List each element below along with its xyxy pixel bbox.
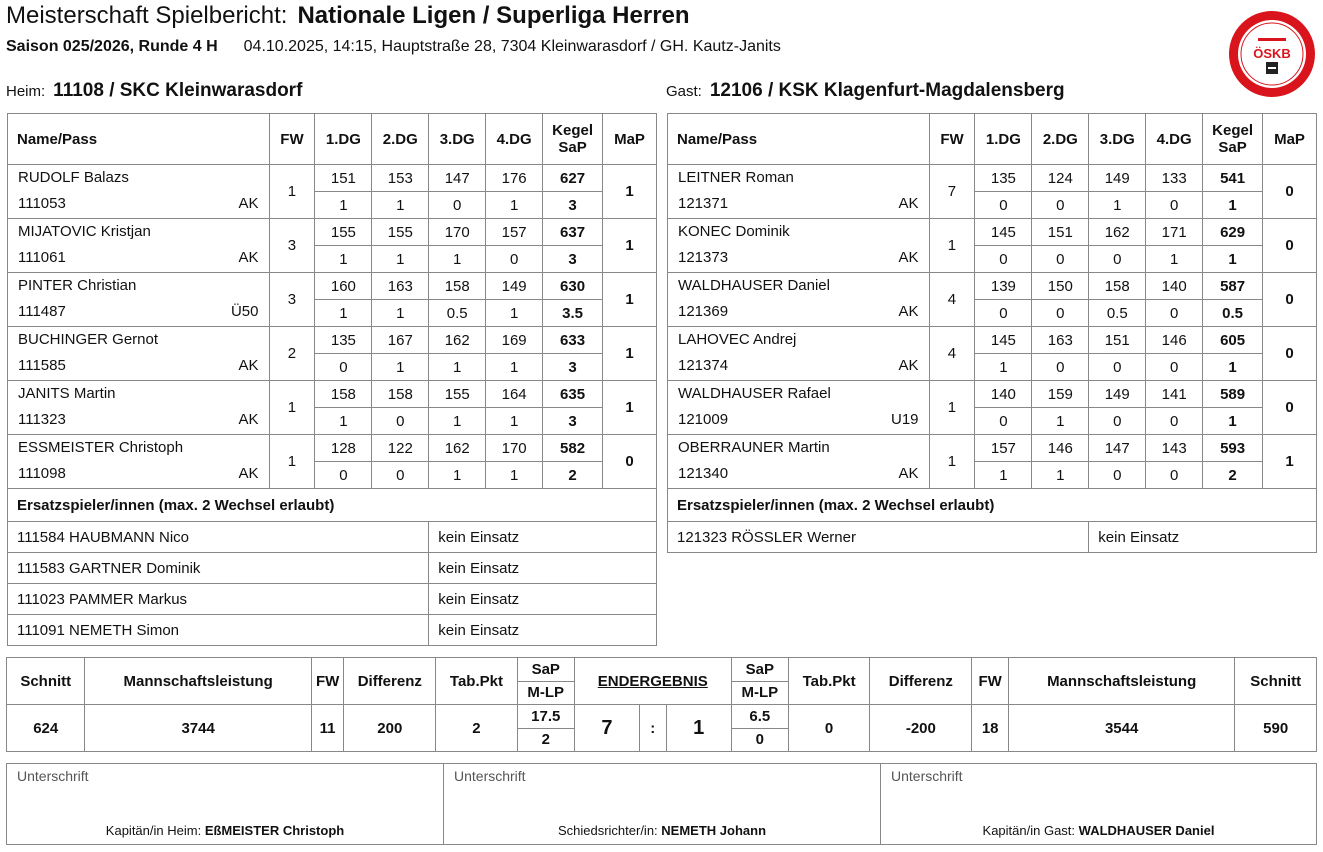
player-pass-number: 121009: [678, 411, 729, 428]
player-fw: 1: [929, 435, 975, 489]
substitute-name: 111091 NEMETH Simon: [8, 615, 429, 646]
player-name: LAHOVEC Andrej: [678, 331, 797, 348]
player-sap-total: 1: [1203, 192, 1263, 219]
player-sap-total: 2: [1203, 462, 1263, 489]
player-sap-dg4: 0: [1146, 300, 1203, 327]
player-kegel-dg1: 145: [975, 327, 1032, 354]
player-kegel-total: 587: [1203, 273, 1263, 300]
substitute-name: 111023 PAMMER Markus: [8, 584, 429, 615]
col-header-fw: FW: [929, 114, 975, 165]
player-row: [8, 327, 657, 354]
player-fw: 4: [929, 273, 975, 327]
player-kegel-dg2: 122: [372, 435, 429, 462]
player-name-cell: [8, 381, 270, 435]
substitute-name: 121323 RÖSSLER Werner: [668, 522, 1089, 553]
player-kegel-dg4: 169: [486, 327, 543, 354]
signature-label: Unterschrift: [17, 768, 89, 784]
player-kegel-dg2: 167: [372, 327, 429, 354]
player-pass-number: 121374: [678, 357, 729, 374]
player-map: 0: [1263, 219, 1317, 273]
player-row: [668, 273, 1317, 300]
player-name-cell: [8, 435, 270, 489]
signature-box-referee[interactable]: [443, 763, 881, 845]
result-summary: [6, 657, 1317, 752]
player-sap-dg3: 0: [429, 192, 486, 219]
player-sap-dg3: 1: [1089, 192, 1146, 219]
player-map: 1: [603, 165, 657, 219]
player-kegel-dg4: 146: [1146, 327, 1203, 354]
substitute-name: 111584 HAUBMANN Nico: [8, 522, 429, 553]
guest-team-heading: [666, 80, 1065, 102]
player-kegel-dg3: 151: [1089, 327, 1146, 354]
player-name: WALDHAUSER Daniel: [678, 277, 830, 294]
col-header-kegel-sap: Kegel SaP: [543, 114, 603, 165]
player-kegel-dg4: 140: [1146, 273, 1203, 300]
player-kegel-dg1: 151: [315, 165, 372, 192]
player-name-cell: [668, 435, 930, 489]
player-row: [8, 381, 657, 408]
player-category: AK: [898, 303, 919, 320]
substitute-status: kein Einsatz: [429, 615, 657, 646]
sum-header-mannschaft-guest: Mannschaftsleistung: [1009, 658, 1235, 705]
player-pass-number: 121340: [678, 465, 729, 482]
player-sap-dg2: 1: [1032, 462, 1089, 489]
col-header-dg2: 2.DG: [1032, 114, 1089, 165]
player-map: 1: [603, 381, 657, 435]
league-title: Nationale Ligen / Superliga Herren: [297, 2, 690, 29]
player-name-cell: [8, 273, 270, 327]
player-sap-dg4: 1: [486, 300, 543, 327]
player-kegel-total: 637: [543, 219, 603, 246]
signature-home-captain: Kapitän/in Heim: EßMEISTER Christoph: [105, 823, 345, 838]
col-header-dg4: 4.DG: [1146, 114, 1203, 165]
sum-header-endergebnis: ENDERGEBNIS: [574, 658, 731, 705]
player-category: AK: [238, 195, 259, 212]
player-row: [668, 165, 1317, 192]
player-kegel-dg4: 141: [1146, 381, 1203, 408]
player-category: AK: [238, 249, 259, 266]
player-sap-dg3: 0: [1089, 462, 1146, 489]
home-mlp: 2: [517, 728, 574, 752]
home-fw-total: 11: [311, 705, 344, 752]
player-name: WALDHAUSER Rafael: [678, 385, 831, 402]
player-sap-dg1: 1: [975, 354, 1032, 381]
player-sap-dg2: 0: [1032, 246, 1089, 273]
col-header-kegel-sap: Kegel SaP: [1203, 114, 1263, 165]
sum-header-schnitt-home: Schnitt: [7, 658, 85, 705]
player-fw: 7: [929, 165, 975, 219]
player-sap-dg3: 1: [429, 408, 486, 435]
player-kegel-dg1: 135: [315, 327, 372, 354]
player-fw: 3: [269, 219, 315, 273]
logo-text: ÖSKB: [1253, 46, 1291, 61]
player-kegel-dg4: 164: [486, 381, 543, 408]
player-map: 0: [1263, 273, 1317, 327]
col-header-name: Name/Pass: [8, 114, 270, 165]
player-name-cell: [668, 165, 930, 219]
player-kegel-dg3: 162: [429, 327, 486, 354]
player-category: AK: [238, 357, 259, 374]
sum-header-fw-home: FW: [311, 658, 344, 705]
player-kegel-dg2: 151: [1032, 219, 1089, 246]
guest-differenz: -200: [870, 705, 972, 752]
sum-header-fw-guest: FW: [972, 658, 1009, 705]
player-pass-number: 121373: [678, 249, 729, 266]
player-kegel-total: 633: [543, 327, 603, 354]
player-row: [8, 165, 657, 192]
player-category: Ü50: [230, 303, 259, 320]
sum-header-sap-guest: SaP: [731, 658, 788, 682]
player-kegel-dg4: 143: [1146, 435, 1203, 462]
player-category: U19: [890, 411, 919, 428]
signature-box-home[interactable]: [6, 763, 444, 845]
substitute-row: [8, 615, 657, 646]
sum-header-diff-guest: Differenz: [870, 658, 972, 705]
player-kegel-dg1: 160: [315, 273, 372, 300]
player-kegel-dg1: 140: [975, 381, 1032, 408]
player-row: [668, 219, 1317, 246]
season-round: Saison 025/2026, Runde 4 H: [6, 38, 218, 55]
home-team-name: 11108 / SKC Kleinwarasdorf: [53, 80, 303, 101]
sum-header-mlp-home: M-LP: [517, 681, 574, 705]
player-kegel-total: 593: [1203, 435, 1263, 462]
signature-referee: Schiedsrichter/in: NEMETH Johann: [557, 823, 767, 838]
player-sap-dg3: 1: [429, 354, 486, 381]
player-kegel-total: 582: [543, 435, 603, 462]
report-title: [6, 2, 690, 30]
player-category: AK: [898, 249, 919, 266]
player-fw: 1: [269, 165, 315, 219]
player-sap-total: 3: [543, 246, 603, 273]
player-sap-dg4: 1: [486, 192, 543, 219]
player-kegel-dg3: 162: [429, 435, 486, 462]
player-kegel-dg2: 163: [1032, 327, 1089, 354]
player-sap-dg1: 1: [315, 246, 372, 273]
player-kegel-dg2: 163: [372, 273, 429, 300]
player-sap-total: 1: [1203, 246, 1263, 273]
player-pass-number: 111323: [18, 411, 66, 428]
player-pass-number: 111098: [18, 465, 66, 482]
player-map: 1: [603, 327, 657, 381]
home-mannschaftsleistung: 3744: [85, 705, 311, 752]
player-row: [8, 435, 657, 462]
match-info: [6, 38, 781, 56]
home-player-table: [7, 113, 657, 646]
player-name: ESSMEISTER Christoph: [18, 439, 184, 456]
player-kegel-total: 627: [543, 165, 603, 192]
ersatz-heading: Ersatzspieler/innen (max. 2 Wechsel erlaubt): [668, 489, 1317, 522]
player-name-cell: [8, 165, 270, 219]
player-fw: 1: [929, 381, 975, 435]
player-kegel-dg4: 133: [1146, 165, 1203, 192]
home-schnitt: 624: [7, 705, 85, 752]
substitute-status: kein Einsatz: [429, 553, 657, 584]
guest-player-table: [667, 113, 1317, 553]
player-kegel-dg3: 162: [1089, 219, 1146, 246]
player-name: PINTER Christian: [18, 277, 137, 294]
player-sap-dg4: 0: [1146, 354, 1203, 381]
player-category: AK: [898, 195, 919, 212]
player-kegel-dg3: 170: [429, 219, 486, 246]
player-sap-dg4: 0: [1146, 192, 1203, 219]
player-kegel-dg1: 135: [975, 165, 1032, 192]
col-header-dg2: 2.DG: [372, 114, 429, 165]
sum-header-schnitt-guest: Schnitt: [1235, 658, 1317, 705]
player-sap-total: 0.5: [1203, 300, 1263, 327]
player-sap-dg2: 1: [372, 192, 429, 219]
player-row: [668, 435, 1317, 462]
ersatz-heading: Ersatzspieler/innen (max. 2 Wechsel erlaubt): [8, 489, 657, 522]
signature-guest-captain: Kapitän/in Gast: WALDHAUSER Daniel: [982, 823, 1215, 838]
guest-schnitt: 590: [1235, 705, 1317, 752]
col-header-dg3: 3.DG: [429, 114, 486, 165]
title-prefix: Meisterschaft Spielbericht:: [6, 2, 288, 29]
player-kegel-dg4: 149: [486, 273, 543, 300]
player-sap-dg2: 0: [372, 408, 429, 435]
player-name: KONEC Dominik: [678, 223, 790, 240]
player-sap-dg2: 0: [372, 462, 429, 489]
col-header-map: MaP: [1263, 114, 1317, 165]
player-map: 1: [1263, 435, 1317, 489]
player-name: LEITNER Roman: [678, 169, 794, 186]
player-kegel-total: 630: [543, 273, 603, 300]
sum-header-mannschaft-home: Mannschaftsleistung: [85, 658, 311, 705]
substitute-row: [8, 584, 657, 615]
player-sap-total: 3.5: [543, 300, 603, 327]
player-category: AK: [238, 465, 259, 482]
player-kegel-dg2: 155: [372, 219, 429, 246]
player-name-cell: [668, 219, 930, 273]
signature-box-guest[interactable]: [880, 763, 1317, 845]
player-sap-dg1: 0: [975, 300, 1032, 327]
player-kegel-total: 589: [1203, 381, 1263, 408]
player-row: [668, 327, 1317, 354]
guest-label: Gast:: [666, 83, 702, 100]
player-row: [668, 381, 1317, 408]
player-sap-dg1: 0: [315, 462, 372, 489]
player-pass-number: 121369: [678, 303, 729, 320]
player-kegel-dg3: 155: [429, 381, 486, 408]
player-kegel-dg3: 147: [1089, 435, 1146, 462]
player-sap-dg1: 0: [975, 246, 1032, 273]
player-kegel-dg2: 124: [1032, 165, 1089, 192]
player-kegel-dg4: 170: [486, 435, 543, 462]
player-map: 1: [603, 273, 657, 327]
player-fw: 1: [269, 435, 315, 489]
signature-label: Unterschrift: [891, 768, 963, 784]
player-sap-dg4: 1: [486, 354, 543, 381]
player-sap-total: 3: [543, 408, 603, 435]
score-separator: :: [640, 705, 667, 752]
player-sap-dg2: 0: [1032, 354, 1089, 381]
player-sap-dg1: 1: [315, 300, 372, 327]
player-kegel-dg4: 171: [1146, 219, 1203, 246]
player-sap-dg1: 0: [315, 354, 372, 381]
home-differenz: 200: [344, 705, 436, 752]
sum-header-tab-home: Tab.Pkt: [436, 658, 518, 705]
player-kegel-total: 629: [1203, 219, 1263, 246]
player-kegel-dg3: 158: [1089, 273, 1146, 300]
col-header-dg4: 4.DG: [486, 114, 543, 165]
player-name-cell: [8, 219, 270, 273]
player-fw: 1: [929, 219, 975, 273]
player-sap-dg2: 0: [1032, 192, 1089, 219]
guest-tab-pkt: 0: [788, 705, 870, 752]
player-sap-total: 2: [543, 462, 603, 489]
player-fw: 3: [269, 273, 315, 327]
guest-team-name: 12106 / KSK Klagenfurt-Magdalensberg: [709, 80, 1065, 101]
player-map: 0: [1263, 327, 1317, 381]
player-sap-dg3: 0: [1089, 354, 1146, 381]
home-tab-pkt: 2: [436, 705, 518, 752]
player-sap-dg4: 0: [1146, 462, 1203, 489]
player-sap-dg1: 1: [315, 192, 372, 219]
player-name-cell: [668, 273, 930, 327]
player-category: AK: [238, 411, 259, 428]
player-kegel-total: 605: [1203, 327, 1263, 354]
player-sap-dg3: 1: [429, 246, 486, 273]
substitute-name: 111583 GARTNER Dominik: [8, 553, 429, 584]
player-kegel-total: 541: [1203, 165, 1263, 192]
player-category: AK: [898, 465, 919, 482]
player-sap-dg3: 0: [1089, 408, 1146, 435]
player-name-cell: [668, 381, 930, 435]
player-row: [8, 273, 657, 300]
player-fw: 2: [269, 327, 315, 381]
sum-header-mlp-guest: M-LP: [731, 681, 788, 705]
sum-header-tab-guest: Tab.Pkt: [788, 658, 870, 705]
player-sap-dg4: 1: [486, 408, 543, 435]
player-sap-dg2: 1: [372, 354, 429, 381]
home-team-heading: [6, 80, 302, 102]
player-kegel-dg2: 159: [1032, 381, 1089, 408]
player-map: 1: [603, 219, 657, 273]
player-kegel-dg1: 157: [975, 435, 1032, 462]
player-sap-dg3: 0.5: [429, 300, 486, 327]
oeskb-logo: [1228, 10, 1316, 98]
player-pass-number: 111053: [18, 195, 66, 212]
player-name: MIJATOVIC Kristjan: [18, 223, 151, 240]
substitute-row: [668, 522, 1317, 553]
player-pass-number: 121371: [678, 195, 729, 212]
player-sap-total: 1: [1203, 354, 1263, 381]
player-kegel-dg2: 153: [372, 165, 429, 192]
player-sap-dg1: 1: [315, 408, 372, 435]
substitute-status: kein Einsatz: [429, 522, 657, 553]
player-map: 0: [1263, 165, 1317, 219]
date-venue: 04.10.2025, 14:15, Hauptstraße 28, 7304 Kleinwarasdorf / GH. Kautz-Janits: [243, 38, 781, 55]
player-name-cell: [8, 327, 270, 381]
col-header-fw: FW: [269, 114, 315, 165]
player-name-cell: [668, 327, 930, 381]
player-sap-dg4: 0: [486, 246, 543, 273]
player-sap-dg3: 0: [1089, 246, 1146, 273]
player-sap-dg2: 0: [1032, 300, 1089, 327]
home-label: Heim:: [6, 83, 46, 100]
player-kegel-dg2: 146: [1032, 435, 1089, 462]
player-category: AK: [898, 357, 919, 374]
substitute-row: [8, 553, 657, 584]
player-sap-dg2: 1: [372, 246, 429, 273]
player-kegel-dg1: 128: [315, 435, 372, 462]
player-kegel-total: 635: [543, 381, 603, 408]
substitute-status: kein Einsatz: [429, 584, 657, 615]
player-name: OBERRAUNER Martin: [678, 439, 830, 456]
player-row: [8, 219, 657, 246]
player-kegel-dg4: 157: [486, 219, 543, 246]
player-pass-number: 111585: [18, 357, 66, 374]
player-kegel-dg1: 155: [315, 219, 372, 246]
col-header-name: Name/Pass: [668, 114, 930, 165]
player-kegel-dg4: 176: [486, 165, 543, 192]
player-sap-total: 3: [543, 192, 603, 219]
player-sap-dg2: 1: [372, 300, 429, 327]
player-sap-dg3: 1: [429, 462, 486, 489]
substitute-status: kein Einsatz: [1089, 522, 1317, 553]
player-sap-dg2: 1: [1032, 408, 1089, 435]
player-sap-dg1: 0: [975, 408, 1032, 435]
col-header-dg3: 3.DG: [1089, 114, 1146, 165]
player-pass-number: 111061: [18, 249, 66, 266]
player-name: BUCHINGER Gernot: [18, 331, 159, 348]
player-sap-total: 1: [1203, 408, 1263, 435]
player-sap-dg1: 1: [975, 462, 1032, 489]
player-kegel-dg3: 149: [1089, 381, 1146, 408]
guest-sap-total: 6.5: [731, 705, 788, 729]
col-header-dg1: 1.DG: [975, 114, 1032, 165]
player-kegel-dg1: 145: [975, 219, 1032, 246]
col-header-map: MaP: [603, 114, 657, 165]
guest-final-score: 1: [666, 705, 731, 752]
sum-header-sap-home: SaP: [517, 658, 574, 682]
player-kegel-dg2: 158: [372, 381, 429, 408]
player-sap-dg1: 0: [975, 192, 1032, 219]
player-name: JANITS Martin: [18, 385, 116, 402]
player-sap-total: 3: [543, 354, 603, 381]
player-sap-dg3: 0.5: [1089, 300, 1146, 327]
guest-mannschaftsleistung: 3544: [1009, 705, 1235, 752]
player-kegel-dg3: 149: [1089, 165, 1146, 192]
guest-mlp: 0: [731, 728, 788, 752]
col-header-dg1: 1.DG: [315, 114, 372, 165]
player-kegel-dg1: 139: [975, 273, 1032, 300]
player-map: 0: [1263, 381, 1317, 435]
player-fw: 1: [269, 381, 315, 435]
player-sap-dg4: 0: [1146, 408, 1203, 435]
player-kegel-dg3: 147: [429, 165, 486, 192]
player-kegel-dg1: 158: [315, 381, 372, 408]
player-kegel-dg3: 158: [429, 273, 486, 300]
player-map: 0: [603, 435, 657, 489]
player-sap-dg4: 1: [1146, 246, 1203, 273]
player-sap-dg4: 1: [486, 462, 543, 489]
signature-label: Unterschrift: [454, 768, 526, 784]
guest-fw-total: 18: [972, 705, 1009, 752]
sum-header-diff-home: Differenz: [344, 658, 436, 705]
substitute-row: [8, 522, 657, 553]
home-final-score: 7: [574, 705, 639, 752]
player-pass-number: 111487: [18, 303, 66, 320]
player-fw: 4: [929, 327, 975, 381]
player-name: RUDOLF Balazs: [18, 169, 129, 186]
player-kegel-dg2: 150: [1032, 273, 1089, 300]
home-sap-total: 17.5: [517, 705, 574, 729]
